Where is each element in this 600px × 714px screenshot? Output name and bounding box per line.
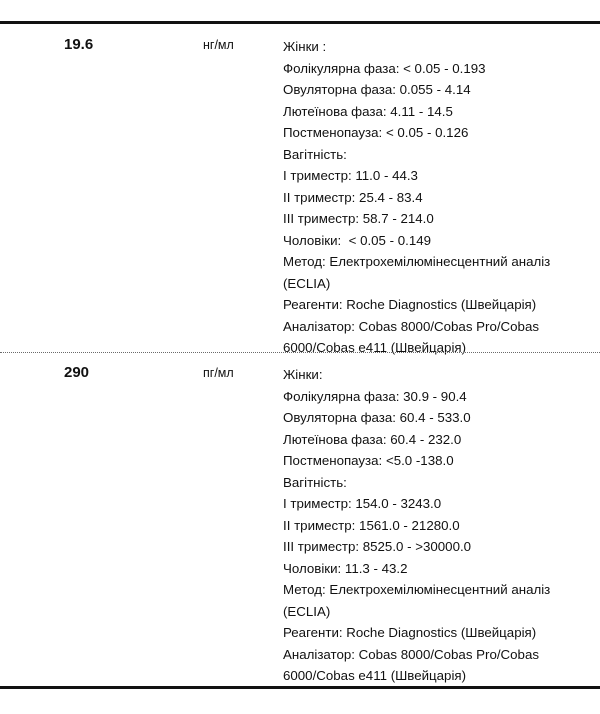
reference-line: 6000/Cobas e411 (Швейцарія): [283, 340, 467, 355]
result-unit: пг/мл: [203, 366, 234, 380]
reference-line: Аналізатор: Cobas 8000/Cobas Pro/Cobas: [283, 646, 539, 662]
reference-line: Аналізатор: Cobas 8000/Cobas Pro/Cobas: [283, 318, 539, 334]
result-value: 290: [64, 364, 90, 381]
reference-line: Вагітність:: [283, 474, 347, 490]
reference-line: Чоловіки: 11.3 - 43.2: [283, 560, 408, 576]
reference-line: 6000/Cobas e411 (Швейцарія): [283, 668, 467, 683]
reference-line: (ECLIA): [283, 275, 331, 291]
result-unit: нг/мл: [203, 38, 234, 52]
reference-line: III триместр: 8525.0 - >30000.0: [283, 539, 472, 554]
reference-values: [283, 36, 593, 359]
reference-line: Жінки :: [283, 39, 327, 54]
reference-line: II триместр: 1561.0 - 21280.0: [283, 517, 460, 533]
reference-line: Овуляторна фаза: 60.4 - 533.0: [283, 410, 471, 425]
reference-line: III триместр: 58.7 - 214.0: [283, 211, 434, 226]
reference-line: Метод: Електрохемілюмінесцентний аналіз: [283, 254, 551, 269]
reference-line: II триместр: 25.4 - 83.4: [283, 189, 423, 205]
reference-line: Реагенти: Roche Diagnostics (Швейцарія): [283, 297, 537, 312]
table-bottom-rule: [0, 686, 600, 689]
reference-line: Жінки:: [283, 367, 323, 382]
reference-line: Фолікулярна фаза: 30.9 - 90.4: [283, 388, 467, 404]
reference-line: (ECLIA): [283, 603, 331, 619]
reference-line: Постменопауза: <5.0 -138.0: [283, 453, 454, 468]
reference-line: Постменопауза: < 0.05 - 0.126: [283, 125, 469, 140]
table-top-rule: [0, 21, 600, 24]
result-value: 19.6: [64, 36, 94, 53]
reference-line: Реагенти: Roche Diagnostics (Швейцарія): [283, 625, 537, 640]
reference-line: Лютеїнова фаза: 60.4 - 232.0: [283, 431, 462, 447]
reference-line: Вагітність:: [283, 146, 347, 162]
reference-line: Лютеїнова фаза: 4.11 - 14.5: [283, 103, 453, 119]
row-separator: [0, 352, 600, 353]
reference-line: Метод: Електрохемілюмінесцентний аналіз: [283, 582, 551, 597]
reference-values: [283, 364, 593, 687]
reference-line: I триместр: 154.0 - 3243.0: [283, 496, 442, 511]
reference-line: Фолікулярна фаза: < 0.05 - 0.193: [283, 60, 486, 76]
reference-line: Чоловіки: < 0.05 - 0.149: [283, 232, 432, 248]
reference-line: Овуляторна фаза: 0.055 - 4.14: [283, 82, 471, 97]
reference-line: I триместр: 11.0 - 44.3: [283, 168, 418, 183]
